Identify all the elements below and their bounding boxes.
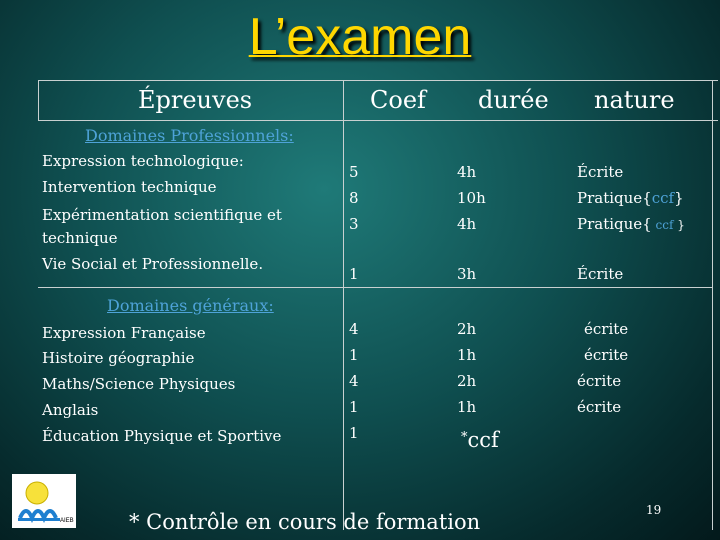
table-right-border xyxy=(712,80,713,530)
duree-value: 4h xyxy=(457,163,477,181)
epreuve-item: Vie Social et Professionnelle. xyxy=(42,255,264,273)
epreuve-item: Expérimentation scientifique et xyxy=(42,206,282,224)
epreuve-item: Expression technologique: xyxy=(42,152,244,170)
page-title: L’examen xyxy=(248,8,472,66)
epreuve-item: technique xyxy=(42,229,118,247)
header-duree: durée xyxy=(478,86,549,114)
duree-value: 10h xyxy=(457,189,486,207)
coef-value: 1 xyxy=(349,398,359,416)
nature-value: écrite xyxy=(584,320,629,338)
ccf-note xyxy=(461,428,499,452)
duree-value: 2h xyxy=(457,320,477,338)
header-nature: nature xyxy=(594,86,675,114)
epreuve-item: Maths/Science Physiques xyxy=(42,375,236,393)
ccf-label: ccf xyxy=(651,189,675,207)
nature-value: Écrite xyxy=(577,163,624,181)
coef-value: 1 xyxy=(349,424,359,442)
duree-value: 1h xyxy=(457,346,477,364)
section-divider xyxy=(38,287,712,288)
nature-value: écrite xyxy=(577,398,622,416)
ccf-star: * xyxy=(461,430,468,445)
nature-value: écrite xyxy=(584,346,629,364)
nature-value xyxy=(577,185,684,211)
coef-value: 8 xyxy=(349,189,359,207)
section-heading-generaux: Domaines généraux: xyxy=(107,296,274,315)
footnote: * Contrôle en cours de formation xyxy=(129,510,481,534)
ccf-label: ccf xyxy=(467,428,499,452)
section-heading-professionnels: Domaines Professionnels: xyxy=(85,126,294,145)
nature-text: Pratique{ xyxy=(577,215,652,233)
table-header-divider xyxy=(38,120,718,121)
epreuve-item: Histoire géographie xyxy=(42,349,195,367)
page-number: 19 xyxy=(646,503,662,517)
nature-close: } xyxy=(677,218,685,232)
coef-value: 1 xyxy=(349,265,359,283)
duree-value: 1h xyxy=(457,398,477,416)
header-epreuves: Épreuves xyxy=(138,86,253,114)
coef-value: 5 xyxy=(349,163,359,181)
duree-value: 2h xyxy=(457,372,477,390)
duree-value: 3h xyxy=(457,265,477,283)
nature-value: écrite xyxy=(577,372,622,390)
table-coef-divider xyxy=(343,80,344,530)
epreuve-item: Intervention technique xyxy=(42,178,217,196)
epreuve-item: Expression Française xyxy=(42,324,206,342)
nature-value xyxy=(577,211,685,238)
table-top-border xyxy=(38,80,718,81)
logo-caption: AIEB xyxy=(60,518,74,524)
nature-close: } xyxy=(674,189,684,207)
coef-value: 3 xyxy=(349,215,359,233)
coef-value: 4 xyxy=(349,372,359,390)
table-left-border xyxy=(38,80,39,120)
header-coef: Coef xyxy=(370,86,426,114)
coef-value: 4 xyxy=(349,320,359,338)
coef-value: 1 xyxy=(349,346,359,364)
epreuve-item: Éducation Physique et Sportive xyxy=(42,427,282,445)
ccf-label: ccf xyxy=(651,218,678,232)
nature-value: Écrite xyxy=(577,265,624,283)
school-logo xyxy=(12,474,76,528)
epreuve-item: Anglais xyxy=(42,401,99,419)
duree-value: 4h xyxy=(457,215,477,233)
nature-text: Pratique{ xyxy=(577,189,652,207)
